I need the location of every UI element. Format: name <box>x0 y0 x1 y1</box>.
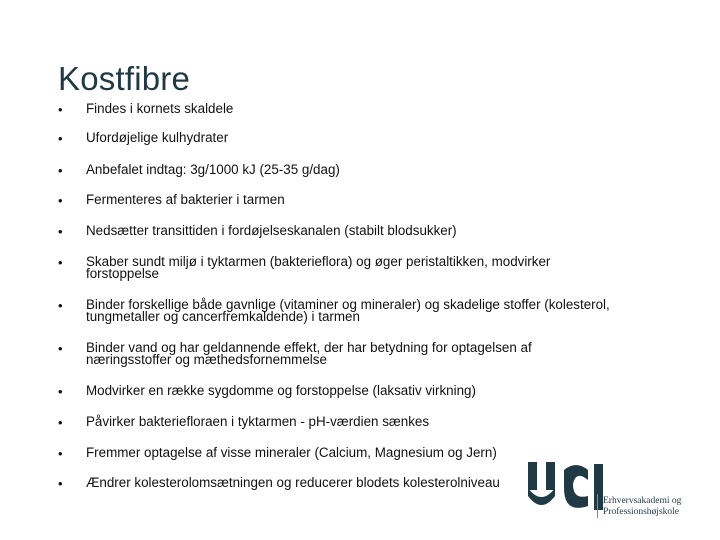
bullet-icon: • <box>58 384 63 399</box>
bullet-text: Skaber sundt miljø i tyktarmen (bakterieflora) og øger peristaltikken, modvirker forstoppelse <box>86 254 551 281</box>
bullet-icon: • <box>58 298 63 313</box>
bullet-icon: • <box>58 446 63 461</box>
logo-line-1: Erhvervsakademi og <box>603 496 682 506</box>
bullet-text: Påvirker bakteriefloraen i tyktarmen - pH-værdien sænkes <box>86 414 430 429</box>
bullet-icon: • <box>58 131 63 146</box>
bullet-text: Binder forskellige både gavnlige (vitaminer og mineraler) og skadelige stoffer (kolesterol, tungmetaller og cancerfremkaldende) i tarmen <box>86 297 610 324</box>
slide-title: Kostfibre <box>58 60 191 97</box>
bullet-icon: • <box>58 341 63 356</box>
bullet-text: Anbefalet indtag: 3g/1000 kJ (25-35 g/dag) <box>86 162 340 177</box>
bullet-text: Fermenteres af bakterier i tarmen <box>86 192 285 207</box>
bullet-icon: • <box>58 193 63 208</box>
bullet-icon: • <box>58 415 63 430</box>
bullet-text: Fremmer optagelse af visse mineraler (Calcium, Magnesium og Jern) <box>86 445 497 460</box>
bullet-text: Binder vand og har geldannende effekt, der har betydning for optagelsen af næringsstoffer og mæthedsfornemmelse <box>86 340 532 367</box>
bullet-text: Nedsætter transittiden i fordøjelseskanalen (stabilt blodsukker) <box>86 223 457 238</box>
bullet-icon: • <box>58 163 63 178</box>
bullet-text: Ændrer kolesterolomsætningen og reducerer blodets kolesterolniveau <box>86 475 500 490</box>
bullet-icon: • <box>58 102 63 117</box>
bullet-text: Ufordøjelige kulhydrater <box>86 130 229 145</box>
logo-text <box>603 496 681 518</box>
bullet-text: Findes i kornets skaldele <box>86 101 234 116</box>
bullet-icon: • <box>58 476 63 491</box>
bullet-icon: • <box>58 224 63 239</box>
bullet-icon: • <box>58 255 63 270</box>
bullet-text: Modvirker en række sygdomme og forstoppelse (laksativ virkning) <box>86 383 476 398</box>
logo-line-2: Professionshøjskole <box>603 507 679 517</box>
